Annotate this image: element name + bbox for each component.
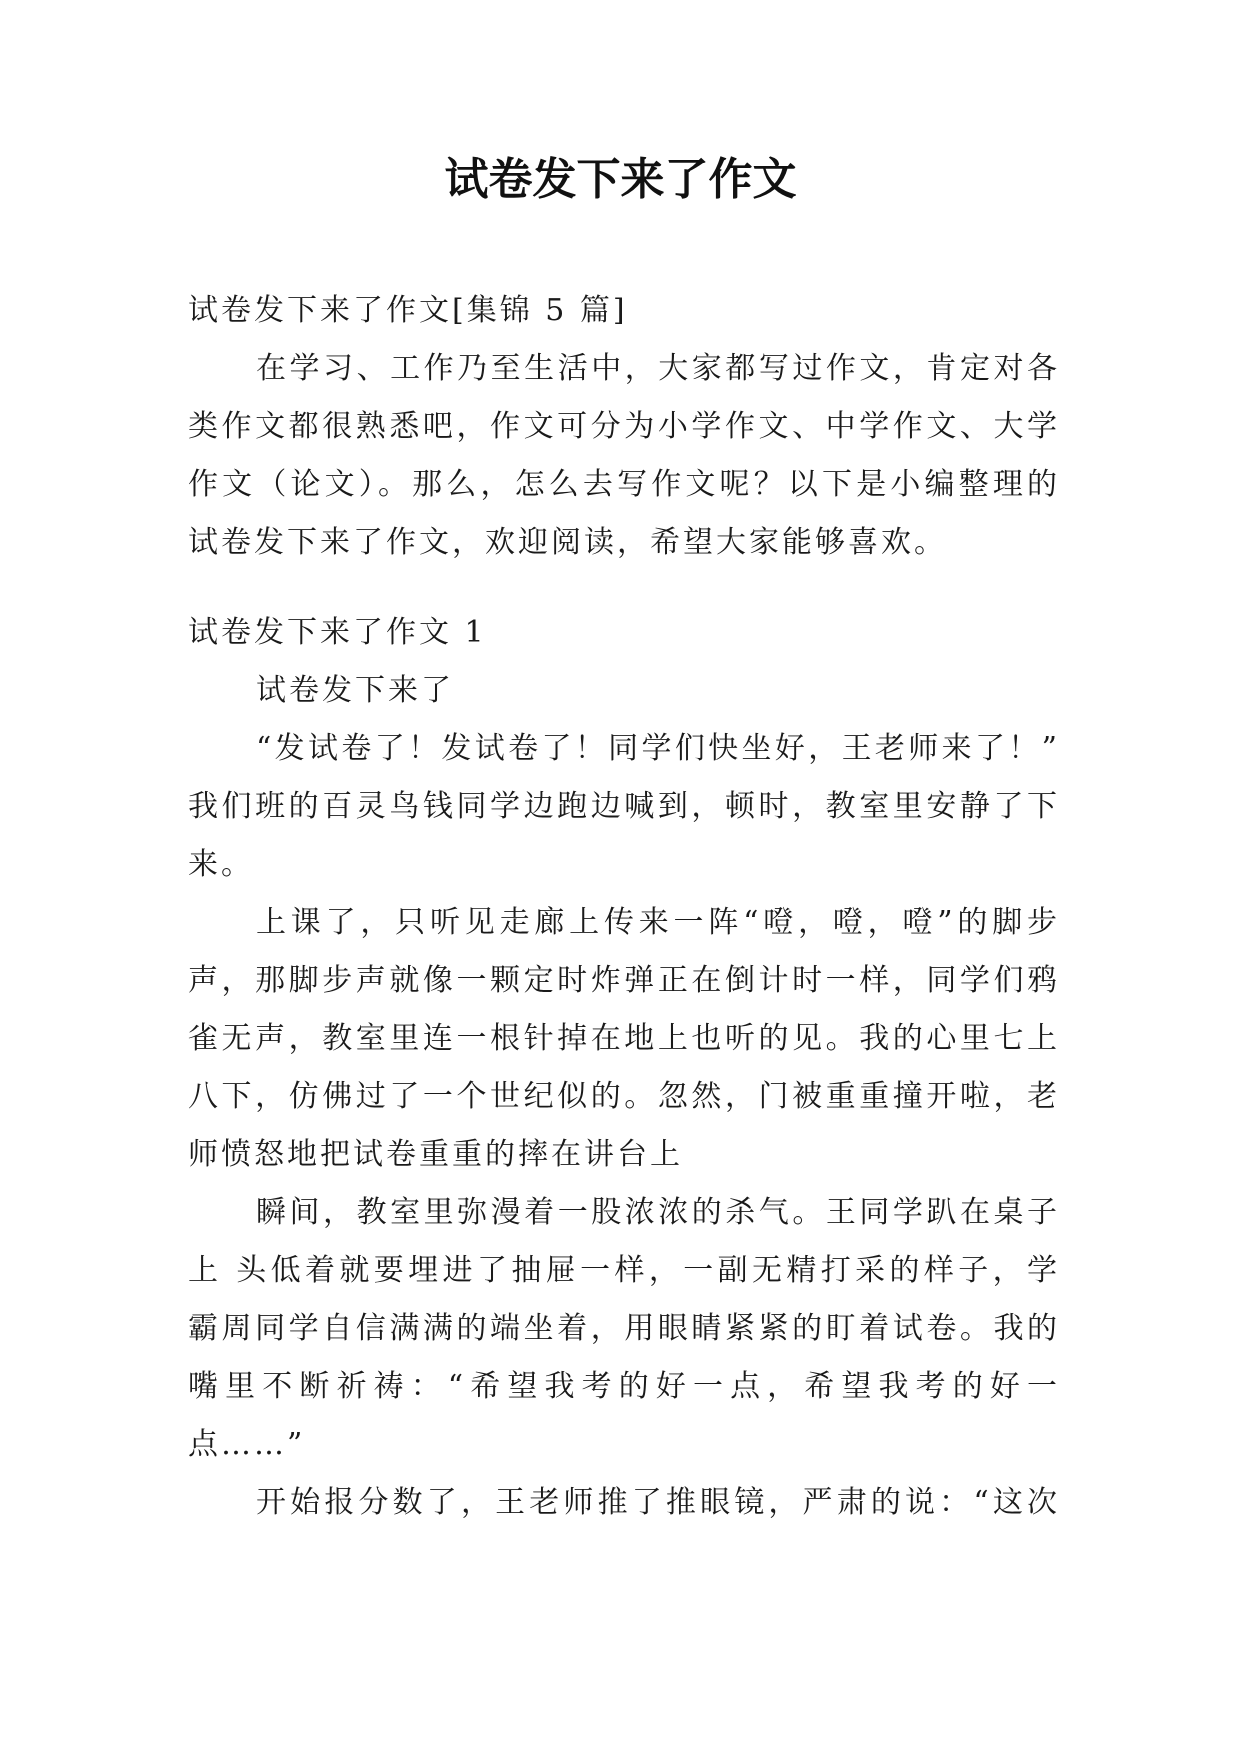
paragraph-line: 上 头低着就要埋进了抽屉一样，一副无精打采的样子，学 (188, 1253, 1060, 1288)
collection-heading: 试卷发下来了作文[集锦 5 篇] (188, 293, 628, 328)
paragraph-line: “发试卷了！发试卷了！同学们快坐好，王老师来了！” (256, 731, 1060, 766)
paragraph-line: 霸周同学自信满满的端坐着，用眼睛紧紧的盯着试卷。我的 (188, 1311, 1060, 1346)
paragraph-line: 师愤怒地把试卷重重的摔在讲台上 (188, 1137, 683, 1172)
paragraph-line: 声，那脚步声就像一颗定时炸弹正在倒计时一样，同学们鸦 (188, 963, 1060, 998)
paragraph-line: 在学习、工作乃至生活中，大家都写过作文，肯定对各 (256, 351, 1060, 386)
section-gap (188, 572, 1060, 604)
paragraph-line: 点……” (188, 1427, 306, 1462)
paragraph-line: 来。 (188, 847, 254, 882)
paragraph-line: 嘴里不断祈祷：“希望我考的好一点，希望我考的好一 (188, 1369, 1060, 1404)
paragraph-line: 开始报分数了，王老师推了推眼镜，严肃的说：“这次 (256, 1485, 1060, 1520)
paragraph-line: 雀无声，教室里连一根针掉在地上也听的见。我的心里七上 (188, 1021, 1060, 1056)
section-heading: 试卷发下来了作文 1 (188, 615, 487, 650)
paragraph-line: 作文（论文）。那么，怎么去写作文呢？以下是小编整理的 (188, 467, 1060, 502)
paragraph-line: 八下，仿佛过了一个世纪似的。忽然，门被重重撞开啦，老 (188, 1079, 1060, 1114)
paragraph-line: 上课了，只听见走廊上传来一阵“噔，噔，噔”的脚步 (256, 905, 1060, 940)
paragraph-line: 试卷发下来了作文，欢迎阅读，希望大家能够喜欢。 (188, 525, 947, 560)
essay-title: 试卷发下来了 (256, 673, 454, 708)
paragraph-line: 瞬间，教室里弥漫着一股浓浓的杀气。王同学趴在桌子 (256, 1195, 1060, 1230)
document-title: 试卷发下来了作文 (444, 154, 797, 205)
paragraph-line: 类作文都很熟悉吧，作文可分为小学作文、中学作文、大学 (188, 409, 1060, 444)
document-body (188, 282, 1060, 1532)
paragraph-line: 我们班的百灵鸟钱同学边跑边喊到，顿时，教室里安静了下 (188, 789, 1060, 824)
